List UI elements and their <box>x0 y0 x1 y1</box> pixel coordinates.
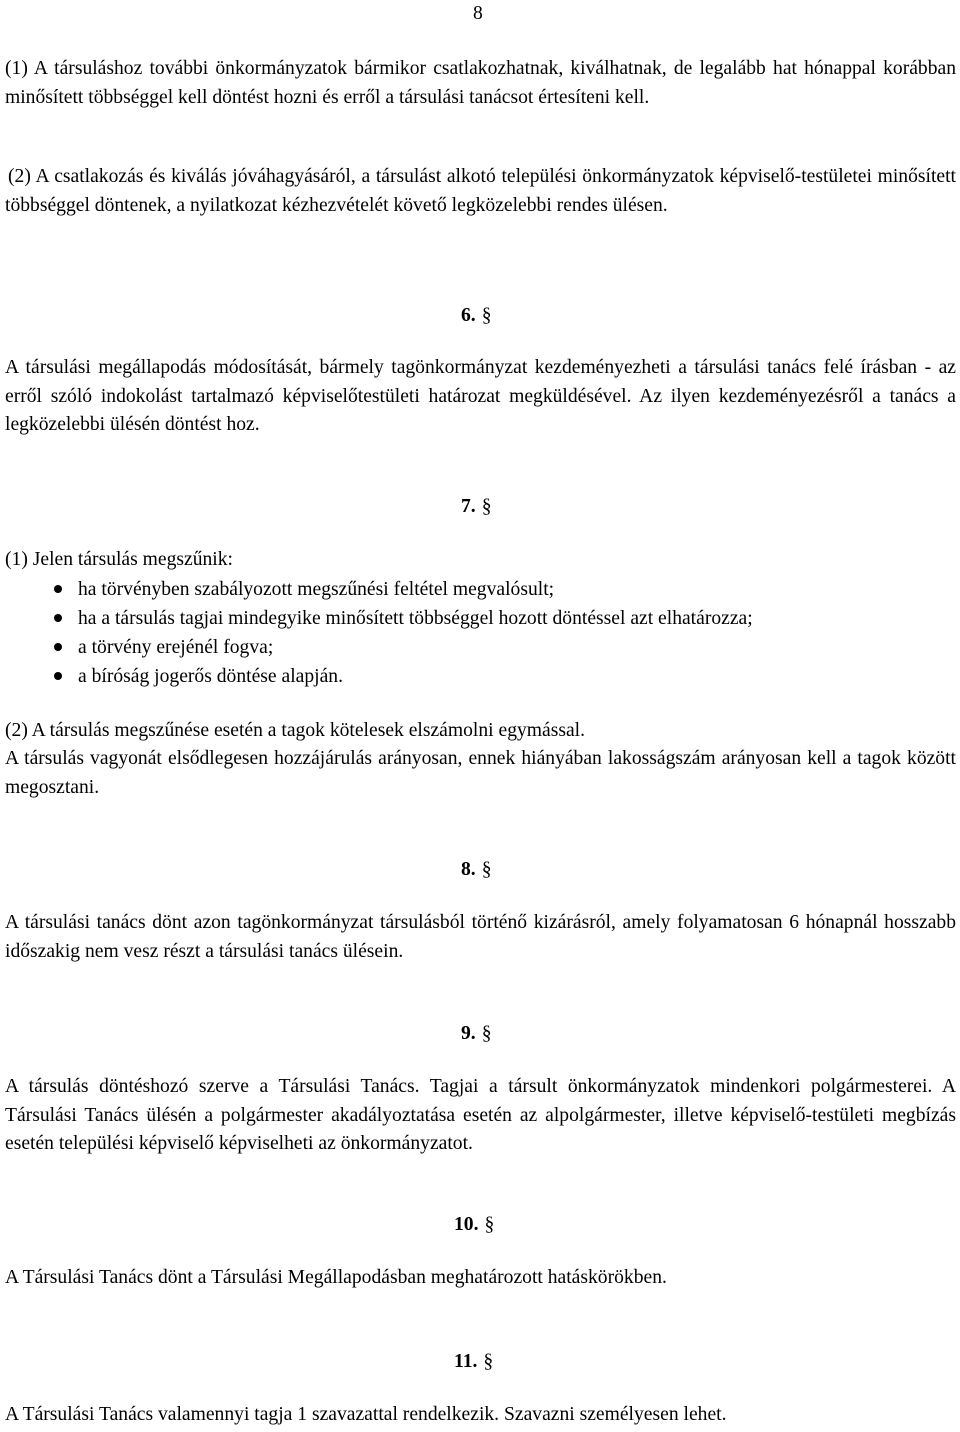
bullet-icon <box>54 643 62 651</box>
page-number: 8 <box>473 3 483 24</box>
bullet-icon <box>54 672 62 680</box>
section-symbol: § <box>481 496 492 517</box>
list-item-text: a törvény erejénél fogva; <box>78 637 274 658</box>
list-item <box>0 662 960 691</box>
section-number: 6. <box>461 305 476 326</box>
bullet-icon <box>54 614 62 622</box>
section-heading-11 <box>454 1349 493 1375</box>
section-8-text: A társulási tanács dönt azon tagönkormányzat társulásból történő kizárásról, amely folyamatosan 6 hónapnál hosszabb időszakig nem vesz részt a társulási tanács ülésein. <box>5 912 956 962</box>
list-item-text: ha törvényben szabályozott megszűnési feltétel megvalósult; <box>78 579 555 600</box>
section-heading-9 <box>461 1021 492 1047</box>
section-symbol: § <box>484 1214 495 1235</box>
section-symbol: § <box>481 305 492 326</box>
section-10-text: A Társulási Tanács dönt a Társulási Megállapodásban meghatározott hatáskörökben. <box>5 1267 667 1288</box>
section-symbol: § <box>481 1023 492 1044</box>
section-heading-8 <box>461 857 492 883</box>
section-heading-10 <box>454 1212 494 1238</box>
list-item <box>0 575 960 604</box>
section-9-text: A társulás döntéshozó szerve a Társulási Tanács. Tagjai a társult önkormányzatok mindenkori polgármesterei. A Társulási Tanács ülésén a polgármester akadályoztatása esetén az alpolgármester, illetve képviselő-testületi megbízás esetén települési képviselő képviselheti az önkormányzatot. <box>5 1076 956 1154</box>
paragraph-5-2: (2) A csatlakozás és kiválás jóváhagyásáról, a társulást alkotó települési önkormányzatok képviselő-testületei minősített többséggel döntenek, a nyilatkozat kézhezvételét követő legközelebbi rendes ülésen. <box>5 166 956 216</box>
section-number: 11. <box>454 1351 478 1372</box>
section-7-paragraph-2: (2) A társulás megszűnése esetén a tagok kötelesek elszámolni egymással. <box>5 720 586 741</box>
section-symbol: § <box>481 859 492 880</box>
termination-conditions-list <box>0 575 960 691</box>
section-heading-7 <box>461 494 492 520</box>
section-number: 10. <box>454 1214 479 1235</box>
bullet-icon <box>54 585 62 593</box>
section-symbol: § <box>483 1351 494 1372</box>
list-item-text: a bíróság jogerős döntése alapján. <box>78 666 343 687</box>
section-7-intro: (1) Jelen társulás megszűnik: <box>5 549 233 570</box>
section-11-text: A Társulási Tanács valamennyi tagja 1 szavazattal rendelkezik. Szavazni személyesen lehet. <box>5 1404 727 1425</box>
list-item <box>0 633 960 662</box>
section-number: 7. <box>461 496 476 517</box>
section-number: 9. <box>461 1023 476 1044</box>
section-7-paragraph-3: A társulás vagyonát elsődlegesen hozzájárulás arányosan, ennek hiányában lakosságszám arányosan kell a tagok között megosztani. <box>5 748 956 798</box>
list-item <box>0 604 960 633</box>
section-6-text: A társulási megállapodás módosítását, bármely tagönkormányzat kezdeményezheti a társulási tanács felé írásban - az erről szóló indokolást tartalmazó képviselőtestületi határozat megküldésével. Az ilyen kezdeményezésről a tanács a legközelebbi ülésén döntést hoz. <box>5 357 956 435</box>
list-item-text: ha a társulás tagjai mindegyike minősített többséggel hozott döntéssel azt elhatározza; <box>78 608 753 629</box>
section-number: 8. <box>461 859 476 880</box>
paragraph-5-1: (1) A társuláshoz további önkormányzatok bármikor csatlakozhatnak, kiválhatnak, de legalább hat hónappal korábban minősített többséggel kell döntést hozni és erről a társulási tanácsot értesíteni kell. <box>5 58 956 108</box>
section-heading-6 <box>461 303 492 329</box>
